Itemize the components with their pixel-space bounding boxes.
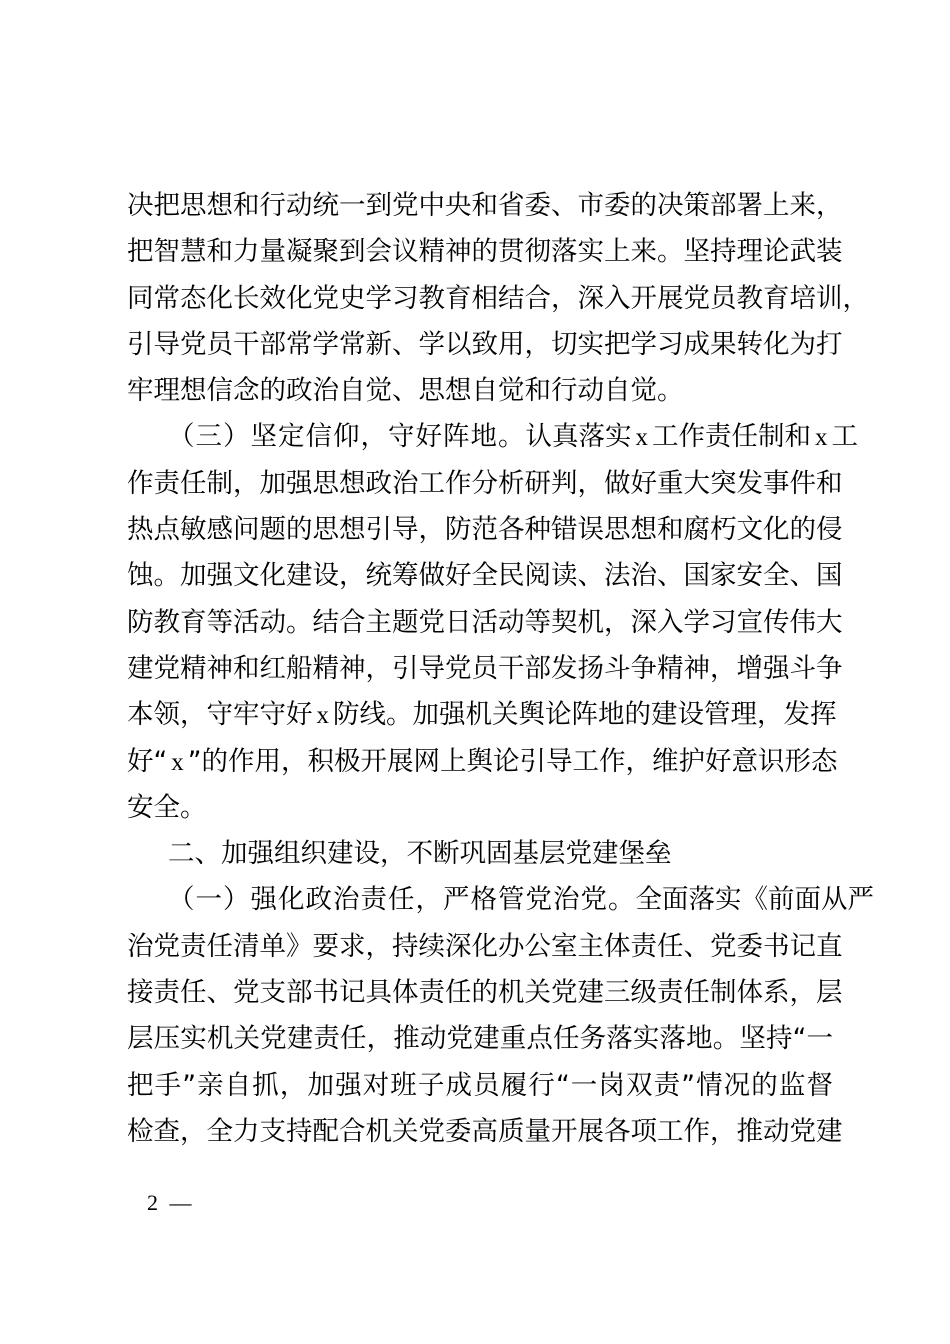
text-line — [127, 739, 838, 785]
text-line: 防教育等活动。结合主题党日活动等契机，深入学习宣传伟大 — [127, 606, 843, 638]
text-run: 本领，守牢守好 — [127, 699, 313, 731]
text-line: 接责任、党支部书记具体责任的机关党建三级责任制体系，层 — [127, 977, 843, 1009]
text-run: 工 — [831, 421, 858, 453]
placeholder-x: x — [316, 702, 329, 730]
page-number: 2 — — [147, 1190, 195, 1215]
section-3-first-line — [127, 414, 858, 460]
text-line: 治党责任清单》要求，持续深化办公室主体责任、党委书记直 — [127, 930, 843, 962]
text-line: 牢理想信念的政治自觉、思想自觉和行动自觉。 — [127, 375, 684, 407]
text-line: 同常态化长效化党史学习教育相结合，深入开展党员教育培训， — [127, 282, 869, 314]
text-run: 防线。加强机关舆论阵地的建设管理，发挥 — [333, 699, 837, 731]
text-line: 层压实机关党建责任，推动党建重点任务落实落地。坚持“一 — [127, 1023, 833, 1055]
text-line: 把手”亲自抓，加强对班子成员履行“一岗双责”情况的监督 — [127, 1069, 833, 1101]
text-line: 建党精神和红船精神，引导党员干部发扬斗争精神，增强斗争 — [127, 652, 843, 684]
text-line: 决把思想和行动统一到党中央和省委、市委的决策部署上来， — [127, 190, 843, 221]
placeholder-x: x — [635, 424, 648, 452]
part-2-sub-1-heading: （一）强化政治责任，严格管党治党。 — [168, 884, 636, 916]
text-run: 好“ — [127, 745, 168, 777]
text-run: ”的作用，积极开展网上舆论引导工作，维护好意识形态 — [187, 745, 838, 777]
text-line: 把智慧和力量凝聚到会议精神的贯彻落实上来。坚持理论武装 — [127, 236, 843, 268]
part-2-heading: 二、加强组织建设，不断巩固基层党建堡垒 — [168, 838, 672, 870]
text-line: 检查，全力支持配合机关党委高质量开展各项工作，推动党建 — [127, 1115, 843, 1147]
section-3-heading: （三）坚定信仰，守好阵地。 — [168, 421, 526, 453]
text-run: 工作责任制和 — [652, 421, 811, 453]
placeholder-x: x — [171, 748, 184, 776]
part-2-sub-1-first-line — [127, 877, 874, 923]
text-line — [127, 692, 837, 738]
text-line: 作责任制，加强思想政治工作分析研判，做好重大突发事件和 — [127, 467, 843, 499]
placeholder-x: x — [815, 424, 828, 452]
text-run: 认真落实 — [525, 421, 632, 453]
text-line: 热点敏感问题的思想引导，防范各种错误思想和腐朽文化的侵 — [127, 514, 843, 546]
document-body — [127, 183, 874, 1155]
text-line: 蚀。加强文化建设，统筹做好全民阅读、法治、国家安全、国 — [127, 560, 843, 592]
text-line: 引导党员干部常学常新、学以致用，切实把学习成果转化为打 — [127, 328, 843, 360]
text-run: 全面落实《前面从严 — [635, 884, 874, 916]
text-line: 安全。 — [127, 791, 207, 823]
